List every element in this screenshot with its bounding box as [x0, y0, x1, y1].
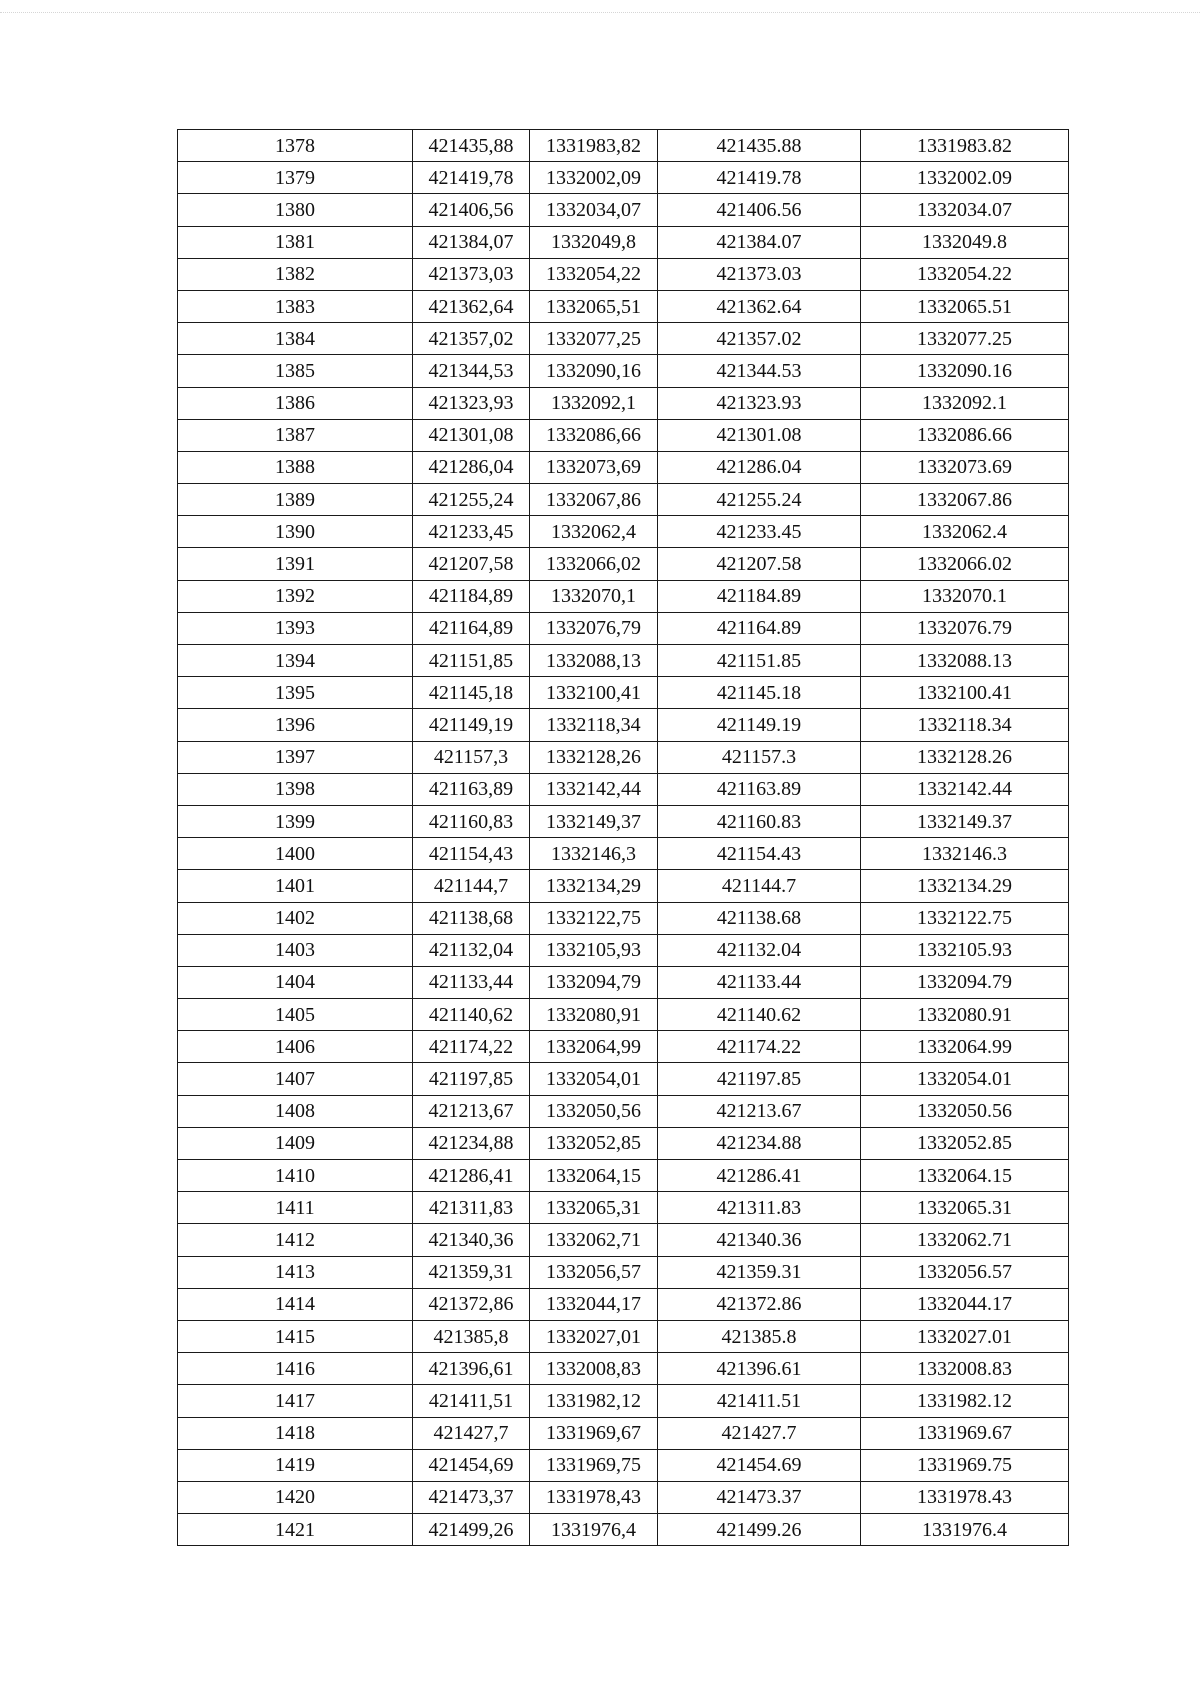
x-comma-cell: 421164,89 [413, 612, 530, 644]
y-comma-cell: 1332149,37 [530, 805, 658, 837]
table-row [178, 966, 1069, 998]
y-dot-cell: 1332094.79 [861, 966, 1069, 998]
x-comma-cell: 421184,89 [413, 580, 530, 612]
x-comma-cell: 421372,86 [413, 1288, 530, 1320]
x-comma-cell: 421140,62 [413, 999, 530, 1031]
x-comma-cell: 421234,88 [413, 1127, 530, 1159]
x-dot-cell: 421145.18 [658, 677, 861, 709]
y-dot-cell: 1332146.3 [861, 838, 1069, 870]
table-row [178, 130, 1069, 162]
x-dot-cell: 421359.31 [658, 1256, 861, 1288]
point-number-cell: 1397 [178, 741, 413, 773]
x-comma-cell: 421435,88 [413, 130, 530, 162]
x-dot-cell: 421157.3 [658, 741, 861, 773]
y-dot-cell: 1332062.4 [861, 516, 1069, 548]
y-dot-cell: 1332050.56 [861, 1095, 1069, 1127]
y-comma-cell: 1332077,25 [530, 323, 658, 355]
table-row [178, 1095, 1069, 1127]
point-number-cell: 1418 [178, 1417, 413, 1449]
table-row [178, 355, 1069, 387]
x-dot-cell: 421340.36 [658, 1224, 861, 1256]
y-dot-cell: 1332054.01 [861, 1063, 1069, 1095]
y-dot-cell: 1332100.41 [861, 677, 1069, 709]
y-dot-cell: 1332064.99 [861, 1031, 1069, 1063]
x-dot-cell: 421133.44 [658, 966, 861, 998]
y-comma-cell: 1332008,83 [530, 1353, 658, 1385]
table-row [178, 773, 1069, 805]
point-number-cell: 1389 [178, 484, 413, 516]
y-comma-cell: 1332086,66 [530, 419, 658, 451]
x-comma-cell: 421174,22 [413, 1031, 530, 1063]
point-number-cell: 1383 [178, 290, 413, 322]
point-number-cell: 1395 [178, 677, 413, 709]
table-row [178, 290, 1069, 322]
x-dot-cell: 421197.85 [658, 1063, 861, 1095]
y-comma-cell: 1332092,1 [530, 387, 658, 419]
y-dot-cell: 1332070.1 [861, 580, 1069, 612]
table-row [178, 1514, 1069, 1546]
y-comma-cell: 1332088,13 [530, 645, 658, 677]
point-number-cell: 1415 [178, 1320, 413, 1352]
point-number-cell: 1407 [178, 1063, 413, 1095]
x-dot-cell: 421323.93 [658, 387, 861, 419]
table-row [178, 226, 1069, 258]
table-row [178, 870, 1069, 902]
x-comma-cell: 421301,08 [413, 419, 530, 451]
y-dot-cell: 1332008.83 [861, 1353, 1069, 1385]
x-dot-cell: 421164.89 [658, 612, 861, 644]
table-row [178, 1353, 1069, 1385]
table-row [178, 1160, 1069, 1192]
table-row [178, 709, 1069, 741]
y-comma-cell: 1332054,01 [530, 1063, 658, 1095]
y-comma-cell: 1332073,69 [530, 451, 658, 483]
table-row [178, 548, 1069, 580]
table-row [178, 1127, 1069, 1159]
point-number-cell: 1381 [178, 226, 413, 258]
x-comma-cell: 421323,93 [413, 387, 530, 419]
x-comma-cell: 421396,61 [413, 1353, 530, 1385]
y-comma-cell: 1332062,4 [530, 516, 658, 548]
x-comma-cell: 421406,56 [413, 194, 530, 226]
y-comma-cell: 1331982,12 [530, 1385, 658, 1417]
y-comma-cell: 1332002,09 [530, 162, 658, 194]
page-edge-line [0, 12, 1200, 13]
y-comma-cell: 1332027,01 [530, 1320, 658, 1352]
table-row [178, 934, 1069, 966]
y-dot-cell: 1332149.37 [861, 805, 1069, 837]
y-comma-cell: 1332064,99 [530, 1031, 658, 1063]
y-comma-cell: 1332128,26 [530, 741, 658, 773]
x-dot-cell: 421396.61 [658, 1353, 861, 1385]
x-comma-cell: 421427,7 [413, 1417, 530, 1449]
y-dot-cell: 1332090.16 [861, 355, 1069, 387]
table-row [178, 1256, 1069, 1288]
y-dot-cell: 1331976.4 [861, 1514, 1069, 1546]
point-number-cell: 1403 [178, 934, 413, 966]
y-comma-cell: 1332065,31 [530, 1192, 658, 1224]
y-comma-cell: 1332076,79 [530, 612, 658, 644]
y-comma-cell: 1332044,17 [530, 1288, 658, 1320]
y-dot-cell: 1332118.34 [861, 709, 1069, 741]
y-dot-cell: 1332128.26 [861, 741, 1069, 773]
x-dot-cell: 421233.45 [658, 516, 861, 548]
x-dot-cell: 421138.68 [658, 902, 861, 934]
x-dot-cell: 421286.41 [658, 1160, 861, 1192]
x-dot-cell: 421427.7 [658, 1417, 861, 1449]
x-comma-cell: 421233,45 [413, 516, 530, 548]
point-number-cell: 1406 [178, 1031, 413, 1063]
y-dot-cell: 1332086.66 [861, 419, 1069, 451]
y-dot-cell: 1332054.22 [861, 258, 1069, 290]
x-comma-cell: 421157,3 [413, 741, 530, 773]
coordinates-table-body [178, 130, 1069, 1546]
x-comma-cell: 421151,85 [413, 645, 530, 677]
y-dot-cell: 1332092.1 [861, 387, 1069, 419]
y-dot-cell: 1331983.82 [861, 130, 1069, 162]
x-dot-cell: 421385.8 [658, 1320, 861, 1352]
x-dot-cell: 421499.26 [658, 1514, 861, 1546]
x-comma-cell: 421132,04 [413, 934, 530, 966]
point-number-cell: 1387 [178, 419, 413, 451]
point-number-cell: 1405 [178, 999, 413, 1031]
table-row [178, 323, 1069, 355]
x-comma-cell: 421154,43 [413, 838, 530, 870]
point-number-cell: 1404 [178, 966, 413, 998]
point-number-cell: 1382 [178, 258, 413, 290]
x-comma-cell: 421149,19 [413, 709, 530, 741]
x-dot-cell: 421357.02 [658, 323, 861, 355]
table-row [178, 838, 1069, 870]
point-number-cell: 1417 [178, 1385, 413, 1417]
x-comma-cell: 421344,53 [413, 355, 530, 387]
x-comma-cell: 421419,78 [413, 162, 530, 194]
x-dot-cell: 421454.69 [658, 1449, 861, 1481]
y-dot-cell: 1332044.17 [861, 1288, 1069, 1320]
point-number-cell: 1392 [178, 580, 413, 612]
point-number-cell: 1388 [178, 451, 413, 483]
point-number-cell: 1398 [178, 773, 413, 805]
x-comma-cell: 421384,07 [413, 226, 530, 258]
point-number-cell: 1410 [178, 1160, 413, 1192]
x-comma-cell: 421138,68 [413, 902, 530, 934]
y-dot-cell: 1332052.85 [861, 1127, 1069, 1159]
table-row [178, 1031, 1069, 1063]
table-row [178, 677, 1069, 709]
coordinates-table [177, 129, 1069, 1546]
x-comma-cell: 421213,67 [413, 1095, 530, 1127]
y-dot-cell: 1332062.71 [861, 1224, 1069, 1256]
point-number-cell: 1414 [178, 1288, 413, 1320]
point-number-cell: 1394 [178, 645, 413, 677]
x-comma-cell: 421160,83 [413, 805, 530, 837]
x-comma-cell: 421359,31 [413, 1256, 530, 1288]
x-comma-cell: 421473,37 [413, 1481, 530, 1513]
y-dot-cell: 1331969.75 [861, 1449, 1069, 1481]
x-comma-cell: 421362,64 [413, 290, 530, 322]
x-comma-cell: 421145,18 [413, 677, 530, 709]
table-row [178, 258, 1069, 290]
y-dot-cell: 1332077.25 [861, 323, 1069, 355]
x-comma-cell: 421286,41 [413, 1160, 530, 1192]
y-dot-cell: 1332066.02 [861, 548, 1069, 580]
y-comma-cell: 1332034,07 [530, 194, 658, 226]
x-dot-cell: 421362.64 [658, 290, 861, 322]
y-comma-cell: 1331976,4 [530, 1514, 658, 1546]
point-number-cell: 1420 [178, 1481, 413, 1513]
y-comma-cell: 1332105,93 [530, 934, 658, 966]
x-comma-cell: 421411,51 [413, 1385, 530, 1417]
y-dot-cell: 1332027.01 [861, 1320, 1069, 1352]
y-comma-cell: 1332052,85 [530, 1127, 658, 1159]
x-comma-cell: 421207,58 [413, 548, 530, 580]
y-comma-cell: 1332142,44 [530, 773, 658, 805]
x-comma-cell: 421144,7 [413, 870, 530, 902]
y-dot-cell: 1331969.67 [861, 1417, 1069, 1449]
y-dot-cell: 1332105.93 [861, 934, 1069, 966]
point-number-cell: 1396 [178, 709, 413, 741]
x-dot-cell: 421151.85 [658, 645, 861, 677]
y-comma-cell: 1332062,71 [530, 1224, 658, 1256]
point-number-cell: 1409 [178, 1127, 413, 1159]
point-number-cell: 1416 [178, 1353, 413, 1385]
x-comma-cell: 421454,69 [413, 1449, 530, 1481]
x-dot-cell: 421435.88 [658, 130, 861, 162]
x-dot-cell: 421311.83 [658, 1192, 861, 1224]
y-dot-cell: 1332142.44 [861, 773, 1069, 805]
x-dot-cell: 421411.51 [658, 1385, 861, 1417]
x-comma-cell: 421311,83 [413, 1192, 530, 1224]
y-comma-cell: 1332100,41 [530, 677, 658, 709]
y-comma-cell: 1332054,22 [530, 258, 658, 290]
table-row [178, 612, 1069, 644]
point-number-cell: 1385 [178, 355, 413, 387]
point-number-cell: 1379 [178, 162, 413, 194]
point-number-cell: 1402 [178, 902, 413, 934]
point-number-cell: 1378 [178, 130, 413, 162]
table-row [178, 1481, 1069, 1513]
y-comma-cell: 1332067,86 [530, 484, 658, 516]
table-row [178, 162, 1069, 194]
x-comma-cell: 421357,02 [413, 323, 530, 355]
table-row [178, 1288, 1069, 1320]
table-row [178, 580, 1069, 612]
y-dot-cell: 1332076.79 [861, 612, 1069, 644]
y-dot-cell: 1331982.12 [861, 1385, 1069, 1417]
y-dot-cell: 1332034.07 [861, 194, 1069, 226]
y-comma-cell: 1332134,29 [530, 870, 658, 902]
x-comma-cell: 421499,26 [413, 1514, 530, 1546]
x-comma-cell: 421163,89 [413, 773, 530, 805]
table-row [178, 451, 1069, 483]
point-number-cell: 1393 [178, 612, 413, 644]
table-row [178, 645, 1069, 677]
y-comma-cell: 1331969,67 [530, 1417, 658, 1449]
y-dot-cell: 1332067.86 [861, 484, 1069, 516]
y-dot-cell: 1332065.31 [861, 1192, 1069, 1224]
point-number-cell: 1419 [178, 1449, 413, 1481]
y-comma-cell: 1332122,75 [530, 902, 658, 934]
table-row [178, 902, 1069, 934]
y-comma-cell: 1332064,15 [530, 1160, 658, 1192]
x-dot-cell: 421149.19 [658, 709, 861, 741]
x-dot-cell: 421174.22 [658, 1031, 861, 1063]
y-comma-cell: 1332065,51 [530, 290, 658, 322]
x-dot-cell: 421301.08 [658, 419, 861, 451]
x-comma-cell: 421385,8 [413, 1320, 530, 1352]
y-comma-cell: 1332066,02 [530, 548, 658, 580]
x-dot-cell: 421213.67 [658, 1095, 861, 1127]
x-dot-cell: 421473.37 [658, 1481, 861, 1513]
point-number-cell: 1408 [178, 1095, 413, 1127]
y-comma-cell: 1332056,57 [530, 1256, 658, 1288]
y-dot-cell: 1332065.51 [861, 290, 1069, 322]
y-comma-cell: 1331983,82 [530, 130, 658, 162]
x-dot-cell: 421163.89 [658, 773, 861, 805]
point-number-cell: 1400 [178, 838, 413, 870]
x-dot-cell: 421344.53 [658, 355, 861, 387]
point-number-cell: 1386 [178, 387, 413, 419]
table-row [178, 1192, 1069, 1224]
x-dot-cell: 421372.86 [658, 1288, 861, 1320]
point-number-cell: 1390 [178, 516, 413, 548]
x-comma-cell: 421197,85 [413, 1063, 530, 1095]
table-row [178, 1385, 1069, 1417]
x-dot-cell: 421207.58 [658, 548, 861, 580]
y-comma-cell: 1331969,75 [530, 1449, 658, 1481]
y-comma-cell: 1332049,8 [530, 226, 658, 258]
x-comma-cell: 421340,36 [413, 1224, 530, 1256]
table-row [178, 741, 1069, 773]
x-dot-cell: 421419.78 [658, 162, 861, 194]
y-comma-cell: 1332094,79 [530, 966, 658, 998]
x-dot-cell: 421154.43 [658, 838, 861, 870]
x-dot-cell: 421406.56 [658, 194, 861, 226]
y-comma-cell: 1332146,3 [530, 838, 658, 870]
point-number-cell: 1401 [178, 870, 413, 902]
point-number-cell: 1384 [178, 323, 413, 355]
point-number-cell: 1380 [178, 194, 413, 226]
x-dot-cell: 421160.83 [658, 805, 861, 837]
table-row [178, 484, 1069, 516]
y-dot-cell: 1331978.43 [861, 1481, 1069, 1513]
table-row [178, 999, 1069, 1031]
table-row [178, 1417, 1069, 1449]
x-dot-cell: 421234.88 [658, 1127, 861, 1159]
x-dot-cell: 421140.62 [658, 999, 861, 1031]
y-dot-cell: 1332088.13 [861, 645, 1069, 677]
y-comma-cell: 1332118,34 [530, 709, 658, 741]
table-row [178, 516, 1069, 548]
table-row [178, 1224, 1069, 1256]
table-row [178, 387, 1069, 419]
point-number-cell: 1412 [178, 1224, 413, 1256]
x-dot-cell: 421286.04 [658, 451, 861, 483]
table-row [178, 805, 1069, 837]
x-comma-cell: 421286,04 [413, 451, 530, 483]
y-dot-cell: 1332080.91 [861, 999, 1069, 1031]
y-comma-cell: 1331978,43 [530, 1481, 658, 1513]
x-dot-cell: 421184.89 [658, 580, 861, 612]
point-number-cell: 1413 [178, 1256, 413, 1288]
x-dot-cell: 421144.7 [658, 870, 861, 902]
x-comma-cell: 421255,24 [413, 484, 530, 516]
point-number-cell: 1421 [178, 1514, 413, 1546]
x-dot-cell: 421132.04 [658, 934, 861, 966]
x-dot-cell: 421373.03 [658, 258, 861, 290]
y-dot-cell: 1332002.09 [861, 162, 1069, 194]
table-row [178, 1063, 1069, 1095]
y-comma-cell: 1332050,56 [530, 1095, 658, 1127]
y-dot-cell: 1332056.57 [861, 1256, 1069, 1288]
table-row [178, 419, 1069, 451]
y-dot-cell: 1332073.69 [861, 451, 1069, 483]
x-dot-cell: 421384.07 [658, 226, 861, 258]
y-comma-cell: 1332090,16 [530, 355, 658, 387]
y-dot-cell: 1332064.15 [861, 1160, 1069, 1192]
y-dot-cell: 1332049.8 [861, 226, 1069, 258]
x-comma-cell: 421373,03 [413, 258, 530, 290]
table-row [178, 1449, 1069, 1481]
y-dot-cell: 1332134.29 [861, 870, 1069, 902]
x-comma-cell: 421133,44 [413, 966, 530, 998]
y-comma-cell: 1332070,1 [530, 580, 658, 612]
point-number-cell: 1411 [178, 1192, 413, 1224]
table-row [178, 194, 1069, 226]
table-row [178, 1320, 1069, 1352]
point-number-cell: 1399 [178, 805, 413, 837]
y-comma-cell: 1332080,91 [530, 999, 658, 1031]
y-dot-cell: 1332122.75 [861, 902, 1069, 934]
point-number-cell: 1391 [178, 548, 413, 580]
x-dot-cell: 421255.24 [658, 484, 861, 516]
